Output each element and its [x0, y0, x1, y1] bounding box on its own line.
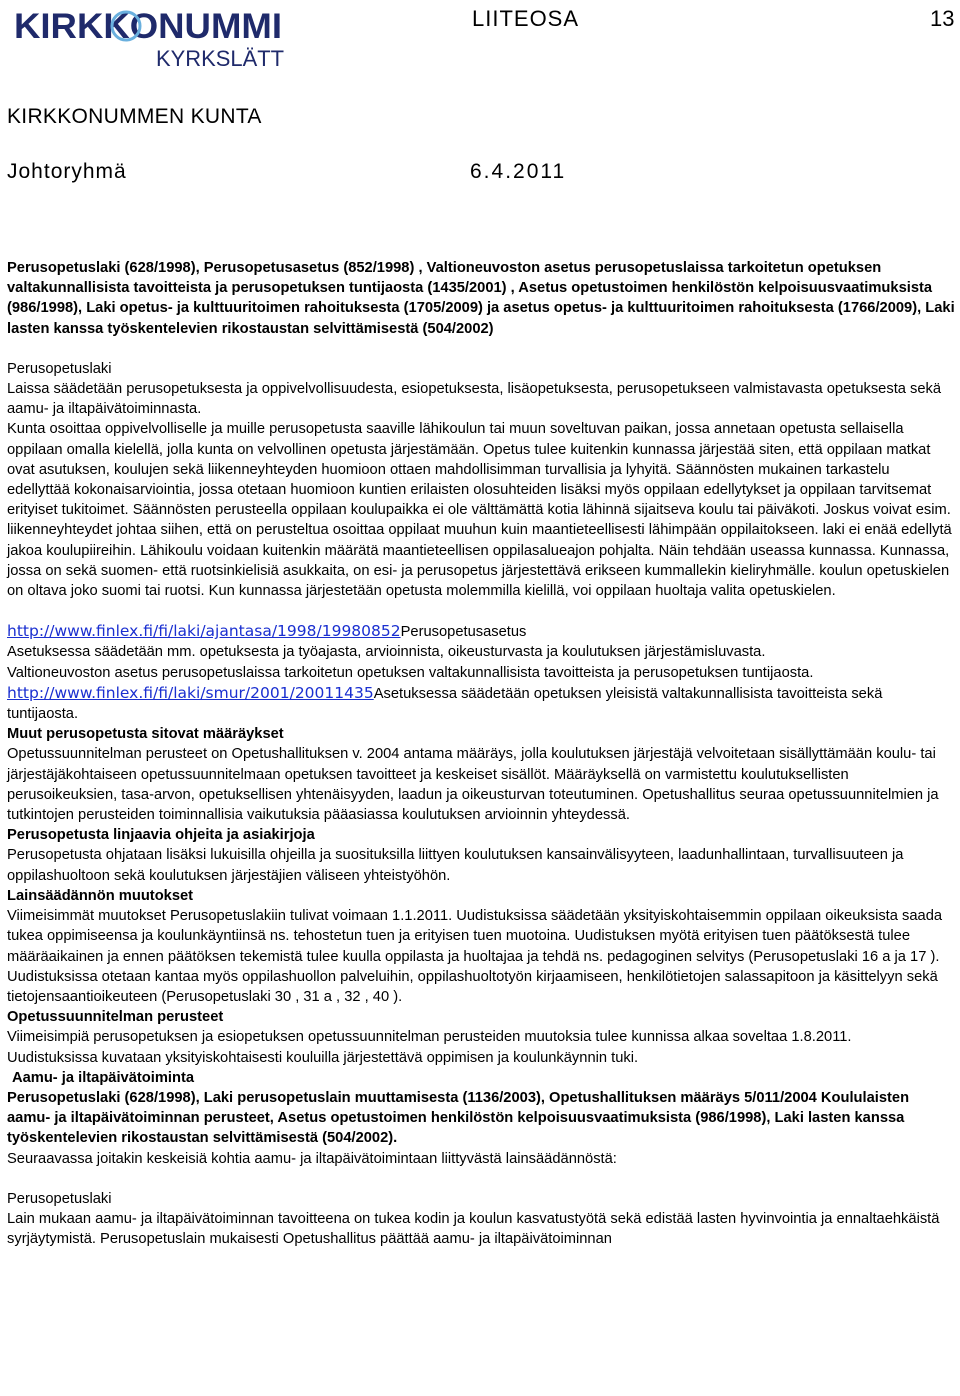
- paragraph: Viimeisimpiä perusopetuksen ja esiopetuksen opetussuunnitelman perusteiden muutoksia tulee kunnissa alkaa soveltaa 1.8.2011.: [7, 1029, 852, 1046]
- section-title: Lainsäädännön muutokset: [7, 887, 194, 904]
- logo-text-bottom: KYRKSLÄTT: [156, 46, 284, 71]
- group-name: Johtoryhmä: [7, 160, 127, 183]
- paragraph: Opetussuunnitelman perusteet on Opetushallituksen v. 2004 antama määräys, jolla koulutuksen järjestäjä velvoitetaan sisällyttämään koulu- tai järjestäjäkohtaiseen opetussuunnitelmaan opetuksen tavoitteet ja keskeiset sisällöt. Määräyksellä on varmistettu koulutuksellisten perusoikeuksien, tasa-arvon, opetuksellisen yhtenäisyyden, laadun ja oikeusturvan toteutuminen. Opetushallitus seuraa opetussuunnitelmien ja tutkintojen perusteiden toiminnallisia vaikutuksia pääasiassa koulutuksen arvioinnin yhteydessä.: [7, 746, 939, 824]
- organization-name: KIRKKONUMMEN KUNTA: [7, 105, 262, 128]
- municipality-logo: [14, 4, 286, 72]
- paragraph: Kunta osoittaa oppivelvolliselle ja muille perusopetusta saaville lähikoulun tai muun soveltuvan paikan, jossa annetaan opetusta sellaisella oppilaan omalla kielellä, jolla kunta on velvollinen opetusta järjestämään. Opetus tulee kuitenkin kunnassa järjestää siten, että oppilaan matkat ovat asutuksen, koulujen sekä liikenneyhteyden huomioon ottaen mahdollisimman turvallisia ja lyhyitä. Säännösten mukainen tarkastelu edellyttää kokonaisarviointia, jossa otetaan huomioon kuntien erilaisten olosuhteiden lisäksi myös oppilaan edellytykset ja oppilaan tarvitsemat erityiset tukitoimet. Säännösten perusteella oppilaan koulupaikka ei ole välttämättä kotia lähinnä sijaitseva koulu tai päiväkoti. Joskus voivat esim. liikenneyhteydet johtaa siihen, että on perusteltua osoittaa oppilaat muuhun kuin maantieteellisesti lähimpään oppilaitokseen. laki ei enää edellytä jakoa koulupiireihin. Lähikoulu voidaan kuitenkin määrätä maantieteellisen oppilasalueajon pohjalta. Näin tehdään useassa kunnassa. Kunnassa, jossa on sekä suomen- että ruotsinkielisiä asukkaita, on esi- ja perusopetus järjestettävä erikseen kummallekin kieliryhmälle. koulun opetuskielen on oltava joko suomi tai ruotsi. Kun kunnassa järjestetään opetusta molemmilla kielillä, voi oppilaan huoltaja valita opetuskielen.: [7, 421, 952, 600]
- section-title: Muut perusopetusta sitovat määräykset: [7, 726, 284, 743]
- paragraph: Seuraavassa joitakin keskeisiä kohtia aamu- ja iltapäivätoimintaan liittyvästä lainsäädännöstä:: [7, 1150, 617, 1167]
- section-title-perusopetusasetus: Perusopetusasetus: [400, 624, 527, 641]
- section-title: Opetussuunnitelman perusteet: [7, 1009, 224, 1026]
- bold-paragraph: Perusopetuslaki (628/1998), Laki perusopetuslain muuttamisesta (1136/2003), Opetushallituksen määräys 5/011/2004 Koululaisten aamu- ja iltapäivätoiminnan perusteet, Asetus opetustoimen henkilöstön kelpoisuusvaatimuksista (986/1998), Laki lasten kanssa työskentelevien rikostaustan selvittämisestä (504/2002).: [7, 1089, 910, 1147]
- text: Valtioneuvoston asetus perusopetuslaissa tarkoitetun opetuksen valtakunnallisista tavoitteista ja perusopetuksen tuntijaosta.: [7, 664, 814, 681]
- paragraph: Viimeisimmät muutokset Perusopetuslakiin tulivat voimaan 1.1.2011. Uudistuksissa säädetään yksityiskohtaisemmin oppilaan oikeuksista saada tukea oppimiseensa ja koulunkäyntiinsä ns. tehostetun tuen ja erityisen tuen muotoina. Uudistuksen myötä erityisen tuen päätöksestä tulee määräaikainen ja ennen päätöksen tekemistä tulee kuulla oppilasta ja huoltajaa ja tehdä ns. pedagoginen selvitys (Perusopetuslaki 16 a ja 17 ).: [7, 908, 943, 965]
- text: Asetuksessa säädetään opetuksen yleisistä valtakunnallisista tavoitteista sekä tuntijaosta.: [7, 685, 883, 723]
- paragraph: [7, 621, 955, 642]
- paragraph: Perusopetusta ohjataan lisäksi lukuisilla ohjeilla ja suosituksilla liittyen koulutuksen kansainvälisyyteen, laadunhallintaan, turvallisuuteen ja oppilashuoltoon sekä koulutuksen järjestäjien väliseen yhteistyöhön.: [7, 847, 904, 884]
- section-title: Perusopetusta linjaavia ohjeita ja asiakirjoja: [7, 827, 315, 844]
- paragraph: Lain mukaan aamu- ja iltapäivätoiminnan tavoitteena on tukea kodin ja koulun kasvatustyötä sekä edistää lasten hyvinvointia ja ennaltaehkäistä syrjäytymistä. Perusopetuslain mukaisesti Opetushallitus päättää aamu- ja iltapäivätoiminnan: [7, 1210, 940, 1248]
- paragraph: Laissa säädetään perusopetuksesta ja oppivelvollisuudesta, esiopetuksesta, lisäopetuksesta, perusopetukseen valmistavasta opetuksesta sekä aamu- ja iltapäivätoiminnasta.: [7, 381, 942, 418]
- attachment-label: LIITEOSA: [472, 6, 580, 31]
- paragraph: [7, 663, 955, 725]
- document-date: 6.4.2011: [470, 160, 567, 183]
- finlex-link[interactable]: http://www.finlex.fi/fi/laki/ajantasa/1998/19980852: [7, 622, 401, 641]
- paragraph: Uudistuksissa kuvataan yksityiskohtaisesti kouluilla järjestettävä oppimisen ja koulunkäynnin tuki.: [7, 1049, 639, 1066]
- page-number: 13: [930, 6, 955, 31]
- paragraph: Uudistuksissa otetaan kantaa myös oppilashuollon palveluihin, oppilashuoltotyön kirjaamiseen, henkilötietojen salassapitoon ja käsittelyyn sekä tietojensaantioikeuteen (Perusopetuslaki 30 , 31 a , 32 , 40 ).: [7, 968, 938, 1005]
- section-title: Aamu- ja iltapäivätoiminta: [12, 1069, 195, 1086]
- section-title-perusopetuslaki: Perusopetuslaki: [7, 360, 112, 377]
- intro-heading: Perusopetuslaki (628/1998), Perusopetusasetus (852/1998) , Valtioneuvoston asetus perusopetuslaissa tarkoitetun opetuksen valtakunnallisista tavoitteista ja perusopetuksen tuntijaosta (1435/2001) , Asetus opetustoimen henkilöstön kelpoisuusvaatimuksista (986/1998), Laki opetus- ja kulttuuritoimen rahoituksesta (1705/2009) ja asetus opetus- ja kulttuuritoimen rahoituksesta (1766/2009), Laki lasten kanssa työskentelevien rikostaustan selvittämisestä (504/2002): [7, 260, 955, 337]
- subsection-title: Perusopetuslaki: [7, 1190, 112, 1207]
- document-body: [7, 258, 955, 1249]
- logo-text-top: KIRKKONUMMI: [14, 7, 282, 46]
- finlex-link-2[interactable]: http://www.finlex.fi/fi/laki/smur/2001/20011435: [7, 683, 374, 702]
- paragraph: Asetuksessa säädetään mm. opetuksesta ja työajasta, arvioinnista, oikeusturvasta ja koulutuksen järjestämisluvasta.: [7, 644, 766, 661]
